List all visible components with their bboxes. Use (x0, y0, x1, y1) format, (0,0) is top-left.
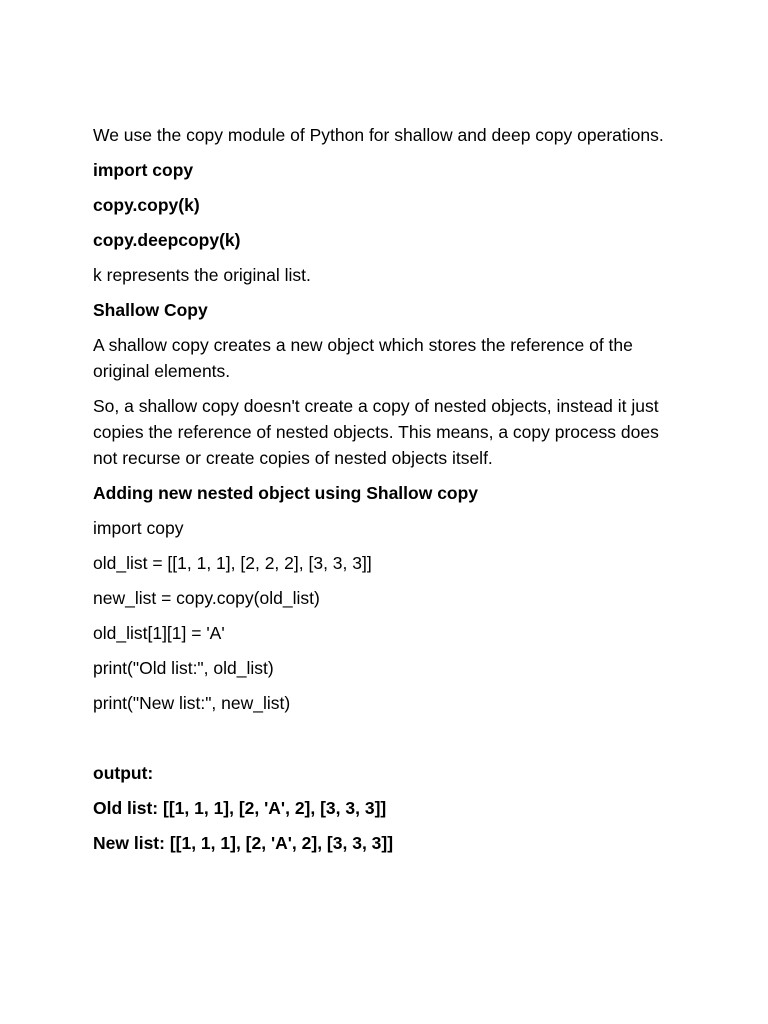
output-heading: output: (93, 763, 154, 783)
code-line: print("New list:", new_list) (93, 693, 291, 713)
deep-copy-call: copy.deepcopy(k) (93, 230, 241, 250)
code-line: new_list = copy.copy(old_list) (93, 588, 320, 608)
shallow-copy-explanation: So, a shallow copy doesn't create a copy of nested objects, instead it just copies the reference of nested objects. This means, a copy process does not recurse or create copies of nested objects itself. (93, 396, 659, 468)
code-line: old_list[1][1] = 'A' (93, 623, 225, 643)
output-line: Old list: [[1, 1, 1], [2, 'A', 2], [3, 3, 3]] (93, 798, 387, 818)
document-page (93, 122, 673, 865)
code-line: old_list = [[1, 1, 1], [2, 2, 2], [3, 3, 3]] (93, 553, 372, 573)
import-statement: import copy (93, 160, 194, 180)
code-line: print("Old list:", old_list) (93, 658, 274, 678)
blank-line (93, 725, 673, 760)
k-description: k represents the original list. (93, 265, 311, 285)
shallow-copy-definition: A shallow copy creates a new object which stores the reference of the original elements. (93, 335, 633, 381)
intro-paragraph: We use the copy module of Python for shallow and deep copy operations. (93, 125, 664, 145)
output-line: New list: [[1, 1, 1], [2, 'A', 2], [3, 3, 3]] (93, 833, 394, 853)
shallow-copy-heading: Shallow Copy (93, 300, 208, 320)
shallow-copy-call: copy.copy(k) (93, 195, 200, 215)
code-line: import copy (93, 518, 184, 538)
example-heading: Adding new nested object using Shallow copy (93, 483, 479, 503)
